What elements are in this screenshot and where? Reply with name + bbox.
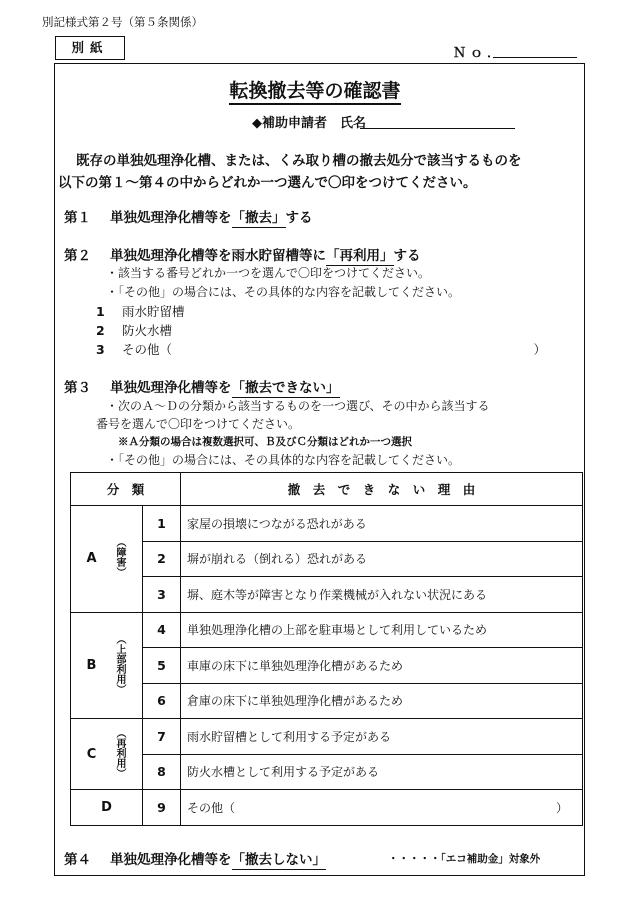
- item-label: 雨水貯留槽: [122, 304, 185, 319]
- table-row[interactable]: [71, 577, 583, 613]
- section-4-number: 第４: [64, 852, 91, 868]
- row-reason: 倉庫の床下に単独処理浄化槽があるため: [181, 683, 583, 719]
- section-2-suffix: する: [393, 248, 421, 264]
- intro-line-2: 以下の第１～第４の中からどれか一つ選んで〇印をつけてください。: [58, 175, 477, 191]
- attachment-label: 別紙: [55, 36, 125, 60]
- section-4-tail: ・・・・・「エコ補助金」対象外: [388, 853, 541, 865]
- item-close-paren: ）: [533, 342, 546, 357]
- table-row[interactable]: [71, 648, 583, 684]
- section-2[interactable]: [64, 244, 421, 264]
- section-3-text: 単独処理浄化槽等を: [110, 380, 232, 396]
- category-b-sub: [112, 612, 143, 719]
- section-4-text: 単独処理浄化槽等を: [110, 852, 232, 868]
- section-2-note-1: ・該当する番号どれか一つを選んで〇印をつけてください。: [106, 266, 431, 280]
- row-number: 6: [143, 683, 181, 719]
- item-label: その他（: [122, 342, 173, 357]
- section-2-number: 第２: [64, 248, 91, 264]
- category-c-sub: [112, 719, 143, 790]
- section-2-note-2: ・「その他」の場合には、その具体的な内容を記載してください。: [106, 285, 461, 299]
- section-1[interactable]: [64, 206, 313, 226]
- section-4-key: 「撤去しない」: [231, 852, 326, 868]
- row-number: 2: [143, 541, 181, 577]
- row-reason: 車庫の床下に単独処理浄化槽があるため: [181, 648, 583, 684]
- section-1-suffix: する: [285, 210, 313, 226]
- title-text: 転換撤去等の確認書: [229, 80, 400, 105]
- category-a: A: [71, 506, 113, 613]
- table-row[interactable]: [71, 506, 583, 542]
- header-category: 分 類: [71, 473, 181, 506]
- row-number: 7: [143, 719, 181, 755]
- category-c-sub-text: （再利用）: [114, 727, 125, 778]
- category-c: C: [71, 719, 113, 790]
- section-4[interactable]: [64, 848, 326, 868]
- row-close-paren: ）: [555, 800, 568, 815]
- section-1-text: 単独処理浄化槽等を: [110, 210, 232, 226]
- page-title: [0, 76, 630, 103]
- item-number: 3: [96, 342, 105, 357]
- section-3-note-1b: 番号を選んで〇印をつけてください。: [96, 417, 301, 431]
- row-reason: 塀、庭木等が障害となり作業機械が入れない状況にある: [181, 577, 583, 613]
- row-reason: 雨水貯留槽として利用する予定がある: [181, 719, 583, 755]
- header-reason: 撤 去 で き な い 理 由: [181, 473, 583, 506]
- row-reason-other[interactable]: [181, 790, 583, 826]
- section-3-number: 第３: [64, 380, 91, 396]
- category-d: D: [71, 790, 143, 826]
- table-row[interactable]: [71, 541, 583, 577]
- row-reason: その他（: [187, 800, 236, 815]
- applicant-name-field[interactable]: [360, 128, 515, 129]
- row-number: 8: [143, 754, 181, 790]
- section-2-item-2[interactable]: [96, 321, 172, 339]
- intro-line-1: 既存の単独処理浄化槽、または、くみ取り槽の撤去処分で該当するものを: [76, 153, 522, 169]
- section-3-note-1: ・次のＡ～Ｄの分類から該当するものを一つ選び、その中から該当する: [106, 399, 490, 413]
- row-reason: 防火水槽として利用する予定がある: [181, 754, 583, 790]
- table-row[interactable]: [71, 754, 583, 790]
- row-number: 3: [143, 577, 181, 613]
- section-1-key: 「撤去」: [231, 210, 286, 226]
- section-3-note-small: ※Ａ分類の場合は複数選択可、Ｂ及びＣ分類はどれか一つ選択: [118, 436, 412, 448]
- section-2-item-3[interactable]: [96, 340, 546, 358]
- section-2-key: 「再利用」: [326, 248, 394, 264]
- row-number: 9: [143, 790, 181, 826]
- table-row[interactable]: [71, 612, 583, 648]
- section-3-key: 「撤去できない」: [231, 380, 340, 396]
- form-label: 別記様式第２号（第５条関係）: [42, 15, 203, 29]
- item-number: 2: [96, 323, 105, 338]
- applicant-label: ◆補助申請者 氏名: [252, 116, 366, 131]
- row-number: 4: [143, 612, 181, 648]
- number-label: Ｎｏ．: [453, 46, 505, 61]
- category-b: B: [71, 612, 113, 719]
- section-2-text: 単独処理浄化槽等を雨水貯留槽等に: [110, 248, 326, 264]
- row-reason: 家屋の損壊につながる恐れがある: [181, 506, 583, 542]
- reasons-table: [70, 472, 583, 826]
- section-2-item-1[interactable]: [96, 302, 185, 320]
- table-row[interactable]: [71, 719, 583, 755]
- item-number: 1: [96, 304, 105, 319]
- table-header-row: [71, 473, 583, 506]
- category-a-sub: [112, 506, 143, 613]
- category-a-sub-text: （障害）: [114, 537, 125, 578]
- category-b-sub-text: （上部利用）: [114, 633, 125, 694]
- row-reason: 単独処理浄化槽の上部を駐車場として利用しているため: [181, 612, 583, 648]
- section-3[interactable]: [64, 376, 340, 396]
- row-number: 5: [143, 648, 181, 684]
- row-reason: 塀が崩れる（倒れる）恐れがある: [181, 541, 583, 577]
- row-number: 1: [143, 506, 181, 542]
- table-row[interactable]: [71, 790, 583, 826]
- section-3-note-2: ・「その他」の場合には、その具体的な内容を記載してください。: [106, 453, 461, 467]
- section-1-number: 第１: [64, 210, 91, 226]
- table-row[interactable]: [71, 683, 583, 719]
- item-label: 防火水槽: [122, 323, 173, 338]
- number-field-line[interactable]: [493, 57, 577, 58]
